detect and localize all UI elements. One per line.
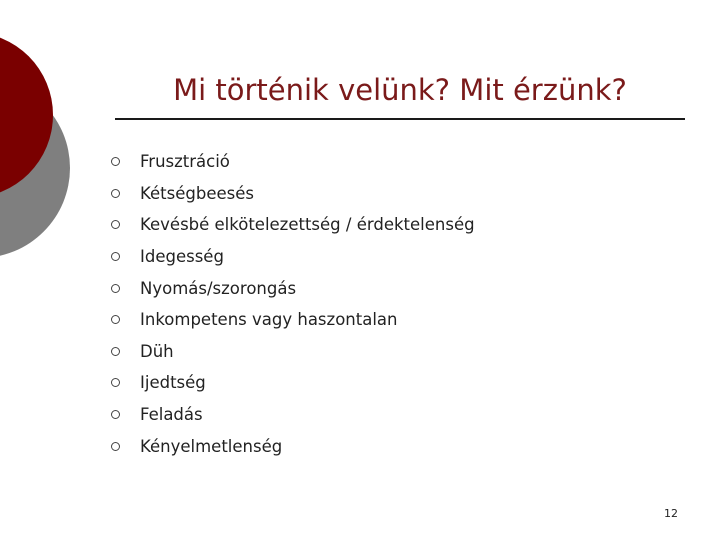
bullet-text: Kényelmetlenség bbox=[140, 436, 283, 456]
page-number: 12 bbox=[664, 507, 678, 520]
bullet-text: Nyomás/szorongás bbox=[140, 278, 297, 298]
list-item bbox=[111, 430, 475, 462]
list-item bbox=[111, 272, 475, 304]
bullet-text: Inkompetens vagy haszontalan bbox=[140, 310, 398, 330]
hollow-circle-bullet-icon bbox=[111, 284, 120, 293]
hollow-circle-bullet-icon bbox=[111, 347, 120, 356]
hollow-circle-bullet-icon bbox=[111, 315, 120, 324]
list-item bbox=[111, 178, 475, 210]
hollow-circle-bullet-icon bbox=[111, 442, 120, 451]
bullet-list bbox=[111, 146, 475, 462]
hollow-circle-bullet-icon bbox=[111, 220, 120, 229]
list-item bbox=[111, 146, 475, 178]
bullet-text: Feladás bbox=[140, 405, 203, 425]
bullet-text: Düh bbox=[140, 341, 174, 361]
list-item bbox=[111, 304, 475, 336]
list-item bbox=[111, 241, 475, 273]
hollow-circle-bullet-icon bbox=[111, 157, 120, 166]
bullet-text: Kétségbeesés bbox=[140, 183, 254, 203]
bullet-text: Kevésbé elkötelezettség / érdektelenség bbox=[140, 215, 475, 235]
hollow-circle-bullet-icon bbox=[111, 378, 120, 387]
hollow-circle-bullet-icon bbox=[111, 189, 120, 198]
title-divider bbox=[115, 118, 685, 120]
bullet-text: Ijedtség bbox=[140, 373, 206, 393]
bullet-text: Idegesség bbox=[140, 247, 224, 267]
list-item bbox=[111, 367, 475, 399]
list-item bbox=[111, 399, 475, 431]
list-item bbox=[111, 336, 475, 368]
list-item bbox=[111, 209, 475, 241]
hollow-circle-bullet-icon bbox=[111, 410, 120, 419]
hollow-circle-bullet-icon bbox=[111, 252, 120, 261]
bullet-text: Frusztráció bbox=[140, 152, 230, 172]
slide-title: Mi történik velünk? Mit érzünk? bbox=[173, 73, 627, 107]
